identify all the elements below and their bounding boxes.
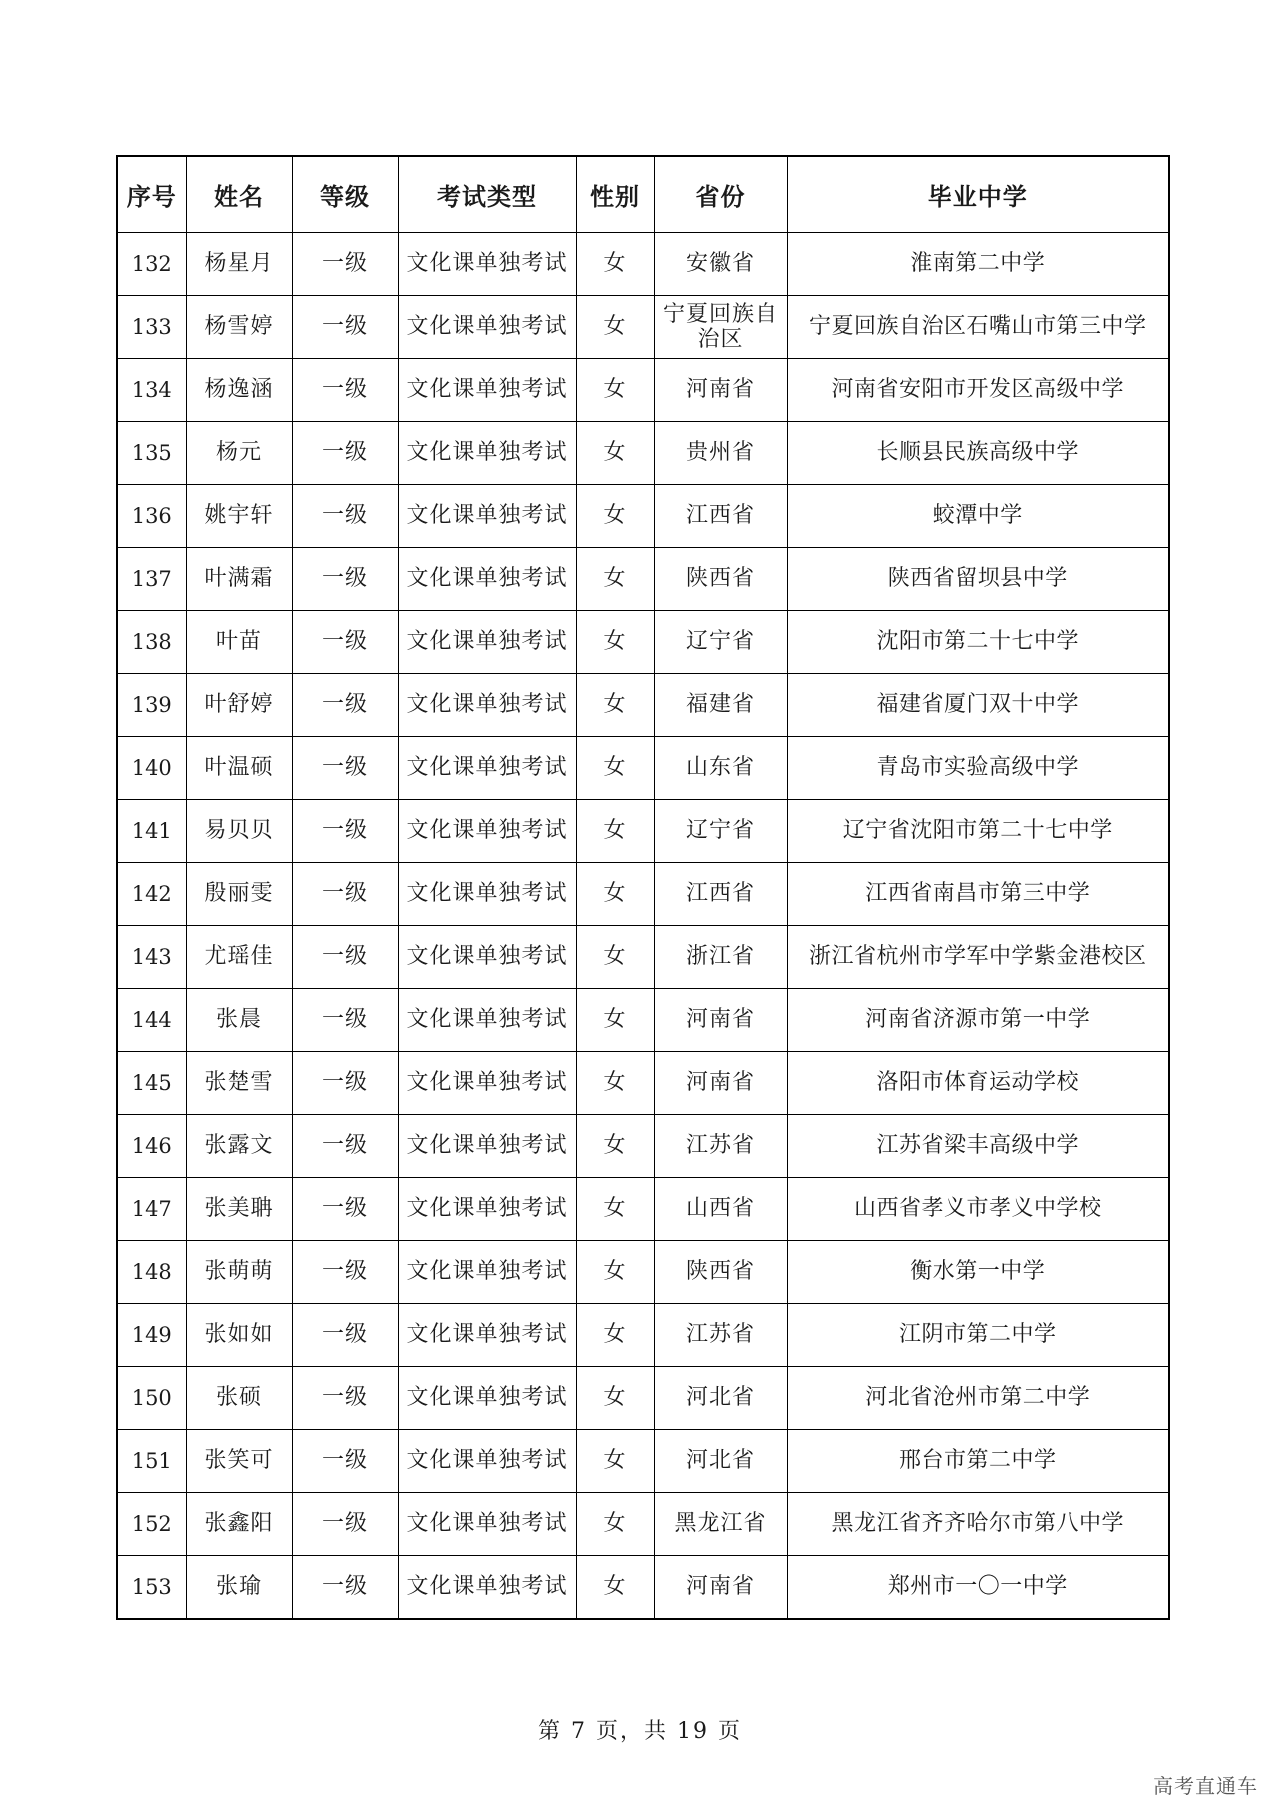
- cell-exam-type: 文化课单独考试: [398, 1493, 576, 1556]
- cell-gender: 女: [576, 611, 654, 674]
- cell-gender: 女: [576, 1178, 654, 1241]
- cell-level: 一级: [292, 1493, 398, 1556]
- cell-school: 浙江省杭州市学军中学紫金港校区: [787, 926, 1169, 989]
- cell-province: 山西省: [654, 1178, 787, 1241]
- table-row: [117, 1052, 1169, 1115]
- cell-level: 一级: [292, 1304, 398, 1367]
- cell-exam-type: 文化课单独考试: [398, 1178, 576, 1241]
- table-row: [117, 737, 1169, 800]
- cell-school: 郑州市一〇一中学: [787, 1556, 1169, 1620]
- table-row: [117, 1241, 1169, 1304]
- header-no: 序号: [117, 156, 186, 233]
- cell-no: 136: [117, 485, 186, 548]
- cell-level: 一级: [292, 1241, 398, 1304]
- table-row: [117, 422, 1169, 485]
- table-row: [117, 1178, 1169, 1241]
- cell-school: 江苏省梁丰高级中学: [787, 1115, 1169, 1178]
- cell-gender: 女: [576, 1241, 654, 1304]
- cell-province: 河南省: [654, 1052, 787, 1115]
- table-body: [117, 233, 1169, 1620]
- cell-no: 144: [117, 989, 186, 1052]
- cell-school: 沈阳市第二十七中学: [787, 611, 1169, 674]
- cell-level: 一级: [292, 1178, 398, 1241]
- cell-province: 河南省: [654, 1556, 787, 1620]
- cell-level: 一级: [292, 1556, 398, 1620]
- cell-exam-type: 文化课单独考试: [398, 1367, 576, 1430]
- cell-level: 一级: [292, 548, 398, 611]
- cell-exam-type: 文化课单独考试: [398, 800, 576, 863]
- cell-school: 宁夏回族自治区石嘴山市第三中学: [787, 296, 1169, 359]
- cell-gender: 女: [576, 1304, 654, 1367]
- cell-no: 150: [117, 1367, 186, 1430]
- table-row: [117, 485, 1169, 548]
- cell-level: 一级: [292, 359, 398, 422]
- cell-exam-type: 文化课单独考试: [398, 1241, 576, 1304]
- cell-level: 一级: [292, 1052, 398, 1115]
- cell-gender: 女: [576, 422, 654, 485]
- cell-no: 142: [117, 863, 186, 926]
- cell-province: 黑龙江省: [654, 1493, 787, 1556]
- cell-school: 河南省济源市第一中学: [787, 989, 1169, 1052]
- cell-gender: 女: [576, 1493, 654, 1556]
- table-row: [117, 1367, 1169, 1430]
- cell-province: 辽宁省: [654, 611, 787, 674]
- cell-no: 139: [117, 674, 186, 737]
- table-row: [117, 296, 1169, 359]
- cell-no: 135: [117, 422, 186, 485]
- cell-province: 浙江省: [654, 926, 787, 989]
- cell-province: 安徽省: [654, 233, 787, 296]
- cell-exam-type: 文化课单独考试: [398, 989, 576, 1052]
- cell-province: 贵州省: [654, 422, 787, 485]
- table-header: [117, 156, 1169, 233]
- cell-name: 易贝贝: [186, 800, 292, 863]
- cell-province: 江苏省: [654, 1115, 787, 1178]
- cell-name: 姚宇轩: [186, 485, 292, 548]
- cell-no: 147: [117, 1178, 186, 1241]
- cell-exam-type: 文化课单独考试: [398, 1556, 576, 1620]
- cell-school: 江西省南昌市第三中学: [787, 863, 1169, 926]
- cell-gender: 女: [576, 548, 654, 611]
- cell-school: 江阴市第二中学: [787, 1304, 1169, 1367]
- cell-name: 张硕: [186, 1367, 292, 1430]
- cell-exam-type: 文化课单独考试: [398, 296, 576, 359]
- table-row: [117, 611, 1169, 674]
- table-row: [117, 1493, 1169, 1556]
- cell-level: 一级: [292, 1367, 398, 1430]
- page-number: 第 7 页，共 19 页: [538, 1719, 742, 1744]
- header-school: 毕业中学: [787, 156, 1169, 233]
- cell-no: 146: [117, 1115, 186, 1178]
- cell-school: 河南省安阳市开发区高级中学: [787, 359, 1169, 422]
- cell-no: 132: [117, 233, 186, 296]
- cell-school: 福建省厦门双十中学: [787, 674, 1169, 737]
- cell-name: 张如如: [186, 1304, 292, 1367]
- cell-level: 一级: [292, 926, 398, 989]
- cell-school: 邢台市第二中学: [787, 1430, 1169, 1493]
- table-row: [117, 926, 1169, 989]
- cell-province: 山东省: [654, 737, 787, 800]
- cell-gender: 女: [576, 359, 654, 422]
- cell-school: 淮南第二中学: [787, 233, 1169, 296]
- cell-province: 辽宁省: [654, 800, 787, 863]
- header-exam-type: 考试类型: [398, 156, 576, 233]
- cell-gender: 女: [576, 800, 654, 863]
- cell-name: 叶苗: [186, 611, 292, 674]
- watermark-text: 高考直通车: [1153, 1774, 1258, 1798]
- cell-school: 衡水第一中学: [787, 1241, 1169, 1304]
- cell-exam-type: 文化课单独考试: [398, 422, 576, 485]
- cell-level: 一级: [292, 800, 398, 863]
- cell-exam-type: 文化课单独考试: [398, 233, 576, 296]
- cell-school: 蛟潭中学: [787, 485, 1169, 548]
- cell-level: 一级: [292, 422, 398, 485]
- cell-exam-type: 文化课单独考试: [398, 548, 576, 611]
- cell-exam-type: 文化课单独考试: [398, 926, 576, 989]
- cell-gender: 女: [576, 863, 654, 926]
- cell-exam-type: 文化课单独考试: [398, 611, 576, 674]
- cell-gender: 女: [576, 926, 654, 989]
- cell-school: 山西省孝义市孝义中学校: [787, 1178, 1169, 1241]
- cell-name: 张楚雪: [186, 1052, 292, 1115]
- cell-exam-type: 文化课单独考试: [398, 1052, 576, 1115]
- cell-no: 137: [117, 548, 186, 611]
- cell-no: 133: [117, 296, 186, 359]
- cell-gender: 女: [576, 485, 654, 548]
- cell-gender: 女: [576, 1115, 654, 1178]
- cell-no: 138: [117, 611, 186, 674]
- cell-province: 河南省: [654, 359, 787, 422]
- cell-province: 陕西省: [654, 1241, 787, 1304]
- cell-name: 杨星月: [186, 233, 292, 296]
- table-row: [117, 1115, 1169, 1178]
- cell-level: 一级: [292, 1115, 398, 1178]
- cell-no: 134: [117, 359, 186, 422]
- cell-level: 一级: [292, 233, 398, 296]
- table-row: [117, 548, 1169, 611]
- table-row: [117, 1556, 1169, 1620]
- header-name: 姓名: [186, 156, 292, 233]
- cell-exam-type: 文化课单独考试: [398, 737, 576, 800]
- cell-province: 河南省: [654, 989, 787, 1052]
- cell-exam-type: 文化课单独考试: [398, 359, 576, 422]
- cell-gender: 女: [576, 737, 654, 800]
- table-row: [117, 674, 1169, 737]
- cell-gender: 女: [576, 1052, 654, 1115]
- cell-level: 一级: [292, 674, 398, 737]
- cell-no: 141: [117, 800, 186, 863]
- cell-province: 河北省: [654, 1367, 787, 1430]
- table-row: [117, 359, 1169, 422]
- header-level: 等级: [292, 156, 398, 233]
- header-row: [117, 156, 1169, 233]
- cell-province: 江西省: [654, 863, 787, 926]
- cell-name: 尤瑶佳: [186, 926, 292, 989]
- cell-exam-type: 文化课单独考试: [398, 863, 576, 926]
- cell-exam-type: 文化课单独考试: [398, 485, 576, 548]
- cell-name: 张瑜: [186, 1556, 292, 1620]
- cell-name: 张美聃: [186, 1178, 292, 1241]
- cell-gender: 女: [576, 1556, 654, 1620]
- table-row: [117, 1304, 1169, 1367]
- cell-level: 一级: [292, 737, 398, 800]
- cell-exam-type: 文化课单独考试: [398, 674, 576, 737]
- cell-school: 辽宁省沈阳市第二十七中学: [787, 800, 1169, 863]
- table-row: [117, 863, 1169, 926]
- cell-school: 长顺县民族高级中学: [787, 422, 1169, 485]
- cell-name: 张萌萌: [186, 1241, 292, 1304]
- cell-school: 陕西省留坝县中学: [787, 548, 1169, 611]
- cell-no: 152: [117, 1493, 186, 1556]
- cell-name: 张鑫阳: [186, 1493, 292, 1556]
- cell-school: 青岛市实验高级中学: [787, 737, 1169, 800]
- cell-province: 福建省: [654, 674, 787, 737]
- cell-school: 河北省沧州市第二中学: [787, 1367, 1169, 1430]
- cell-gender: 女: [576, 989, 654, 1052]
- cell-no: 149: [117, 1304, 186, 1367]
- cell-province: 江西省: [654, 485, 787, 548]
- cell-province: 宁夏回族自治区: [654, 296, 787, 359]
- cell-exam-type: 文化课单独考试: [398, 1430, 576, 1493]
- cell-gender: 女: [576, 296, 654, 359]
- table-row: [117, 233, 1169, 296]
- cell-province: 江苏省: [654, 1304, 787, 1367]
- cell-name: 张晨: [186, 989, 292, 1052]
- cell-no: 148: [117, 1241, 186, 1304]
- cell-gender: 女: [576, 674, 654, 737]
- cell-exam-type: 文化课单独考试: [398, 1115, 576, 1178]
- cell-name: 杨逸涵: [186, 359, 292, 422]
- cell-level: 一级: [292, 1430, 398, 1493]
- cell-name: 杨元: [186, 422, 292, 485]
- cell-no: 145: [117, 1052, 186, 1115]
- cell-school: 黑龙江省齐齐哈尔市第八中学: [787, 1493, 1169, 1556]
- cell-name: 叶舒婷: [186, 674, 292, 737]
- cell-name: 殷丽雯: [186, 863, 292, 926]
- table-row: [117, 989, 1169, 1052]
- cell-name: 叶满霜: [186, 548, 292, 611]
- cell-level: 一级: [292, 989, 398, 1052]
- cell-school: 洛阳市体育运动学校: [787, 1052, 1169, 1115]
- cell-no: 151: [117, 1430, 186, 1493]
- header-province: 省份: [654, 156, 787, 233]
- cell-no: 143: [117, 926, 186, 989]
- table-row: [117, 1430, 1169, 1493]
- cell-name: 张笑可: [186, 1430, 292, 1493]
- cell-exam-type: 文化课单独考试: [398, 1304, 576, 1367]
- cell-no: 140: [117, 737, 186, 800]
- cell-name: 杨雪婷: [186, 296, 292, 359]
- cell-province: 陕西省: [654, 548, 787, 611]
- table-row: [117, 800, 1169, 863]
- header-gender: 性别: [576, 156, 654, 233]
- cell-gender: 女: [576, 1367, 654, 1430]
- cell-province: 河北省: [654, 1430, 787, 1493]
- cell-gender: 女: [576, 233, 654, 296]
- cell-name: 叶温硕: [186, 737, 292, 800]
- cell-level: 一级: [292, 296, 398, 359]
- cell-name: 张露文: [186, 1115, 292, 1178]
- cell-no: 153: [117, 1556, 186, 1620]
- roster-table: [116, 155, 1170, 1620]
- cell-gender: 女: [576, 1430, 654, 1493]
- cell-level: 一级: [292, 485, 398, 548]
- cell-level: 一级: [292, 611, 398, 674]
- cell-level: 一级: [292, 863, 398, 926]
